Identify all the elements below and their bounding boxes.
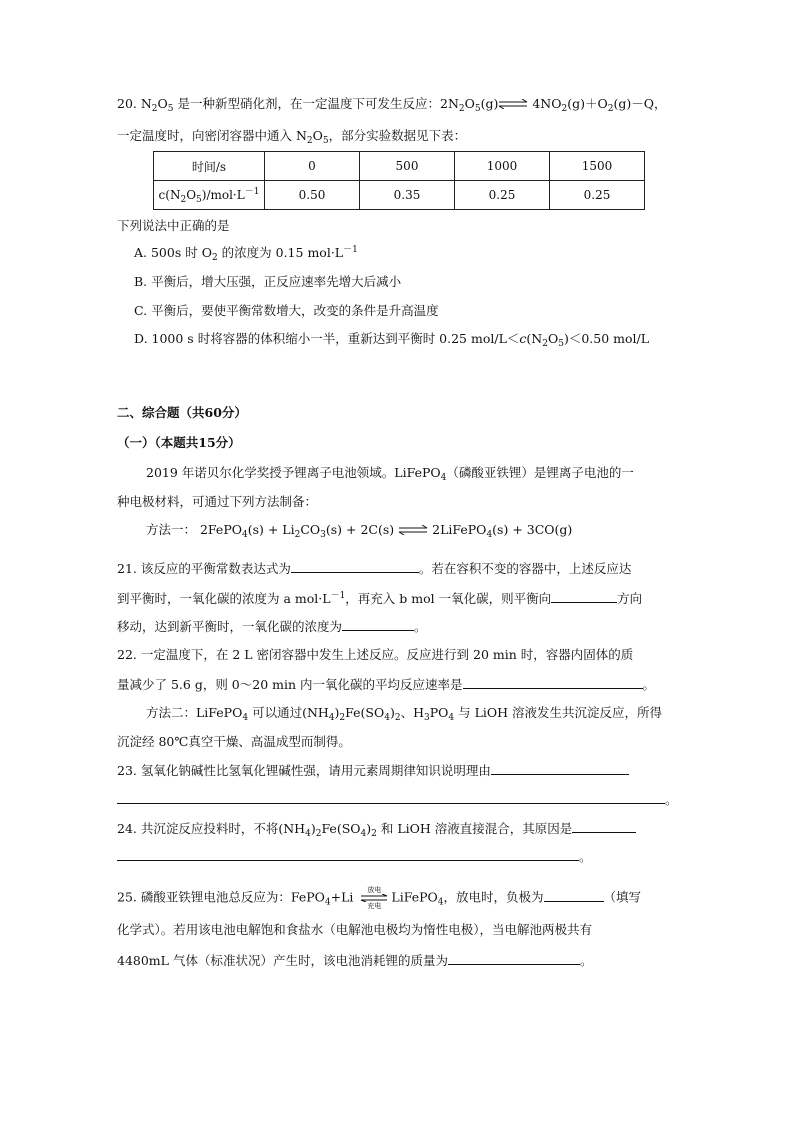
answer-blank[interactable] bbox=[342, 618, 414, 631]
q23-line2: 。 bbox=[117, 791, 678, 808]
q22-line1: 22. 一定温度下，在 2 L 密闭容器中发生上述反应。反应进行到 20 min 时，容器内固体的质 bbox=[117, 647, 634, 662]
method1-equation: 方法一： 2FePO$_4$(s) + $Li_2CO_3(s) + 2C(s)$ 2LiFePO$_4$(s) + 3CO(g) bbox=[146, 522, 573, 540]
q24-line2: 。 bbox=[117, 848, 592, 865]
method2-line2: 沉淀经 80℃真空干燥、高温成型而制得。 bbox=[117, 734, 351, 749]
data-table bbox=[153, 151, 645, 210]
q24-line1: 24. 共沉淀反应投料时，不将$(NH_4)_2Fe(SO_4)_2$ 和 LiOH 溶液直接混合，其原因是 bbox=[117, 820, 636, 837]
q21-line1: 21. 该反应的平衡常数表达式为 。若在容积不变的容器中，上述反应达 bbox=[117, 561, 632, 576]
q25-line1: 25. 磷酸亚铁锂电池总反应为：FePO$_4$+Li 放电 充电 LiFePO$_4$，放电时，负极为 （填写 bbox=[117, 886, 642, 910]
q20-option-d[interactable]: D. 1000 s 时将容器的体积缩小一半，重新达到平衡时 0.25 mol/$L<c(N_2O_5)<0.50$ mol/L bbox=[134, 331, 650, 349]
answer-blank[interactable] bbox=[463, 676, 643, 689]
table-cell: 0.35 bbox=[360, 181, 455, 210]
table-header-cell: 500 bbox=[360, 152, 455, 181]
q22-line2: 量减少了 5.6 g，则 0～20 min 内一氧化碳的平均反应速率是 。 bbox=[117, 677, 656, 692]
table-row-label: $c(N_2O_5)/mol\cdot L^{-1}$ bbox=[154, 181, 265, 210]
q20-option-a[interactable]: A. 500s 时 $O_2$ 的浓度为 0.15 $mol\cdot L^{-1}$ bbox=[134, 245, 358, 263]
intro-line1: 2019 年诺贝尔化学奖授予锂离子电池领域。LiFePO$_4$（磷酸亚铁锂）是锂离子电池的一 bbox=[146, 465, 634, 483]
table-cell: 0.50 bbox=[265, 181, 360, 210]
table-header-cell: 1000 bbox=[455, 152, 550, 181]
table-header-cell: 1500 bbox=[550, 152, 645, 181]
q20-stem-line2: 一定温度时，向密闭容器中通入 $N_2O_5$，部分实验数据见下表： bbox=[117, 128, 467, 146]
q20-stem-line1: 20. $N_2O_5$ 是一种新型硝化剂，在一定温度下可发生反应：$2N_2O_5(g)$ $4NO_2(g)+O_2(g)-Q$， bbox=[117, 96, 667, 114]
answer-blank[interactable] bbox=[551, 590, 617, 603]
table-cell: 0.25 bbox=[455, 181, 550, 210]
q21-line2: 到平衡时，一氧化碳的浓度为 a $mol\cdot L^{-1}$，再充入 b mol 一氧化碳，则平衡向 方向 bbox=[117, 591, 643, 606]
answer-blank[interactable] bbox=[572, 820, 636, 833]
reversible-arrow-icon bbox=[398, 523, 428, 539]
table-header-cell: 0 bbox=[265, 152, 360, 181]
q20-prompt: 下列说法中正确的是 bbox=[117, 218, 230, 233]
q23-line1: 23. 氢氧化钠碱性比氢氧化锂碱性强，请用元素周期律知识说明理由 bbox=[117, 762, 629, 779]
table-header-cell: 时间/s bbox=[154, 152, 265, 181]
q20-option-b[interactable]: B. 平衡后，增大压强，正反应速率先增大后减小 bbox=[134, 274, 402, 289]
answer-blank[interactable] bbox=[117, 848, 579, 861]
intro-line2: 种电极材料，可通过下列方法制备： bbox=[117, 494, 318, 509]
q25-line2: 化学式）。若用该电池电解饱和食盐水（电解池电极均为惰性电极），当电解池两极共有 bbox=[117, 922, 593, 937]
section-title: 二、综合题（共60分） bbox=[117, 405, 247, 420]
table-row bbox=[154, 181, 645, 210]
answer-blank[interactable] bbox=[544, 889, 604, 902]
answer-blank[interactable] bbox=[117, 791, 665, 804]
reversible-arrow-icon bbox=[498, 97, 528, 113]
answer-blank[interactable] bbox=[448, 952, 580, 965]
q21-line3: 移动，达到新平衡时，一氧化碳的浓度为 。 bbox=[117, 619, 427, 634]
subsection-title: （一）（本题共15分） bbox=[117, 435, 241, 450]
table-cell: 0.25 bbox=[550, 181, 645, 210]
answer-blank[interactable] bbox=[491, 762, 629, 775]
charge-discharge-arrow-icon: 放电 充电 bbox=[360, 886, 388, 910]
q20-option-c[interactable]: C. 平衡后，要使平衡常数增大，改变的条件是升高温度 bbox=[134, 303, 439, 318]
table-header-row bbox=[154, 152, 645, 181]
answer-blank[interactable] bbox=[291, 560, 419, 573]
method2-line1: 方法二：LiFePO$_4$ 可以通过$(NH_4)_2Fe(SO_4)_2$、$H_3PO_4$ 与 LiOH 溶液发生共沉淀反应，所得 bbox=[146, 705, 663, 723]
q25-line3: 4480mL 气体（标准状况）产生时，该电池消耗锂的质量为 。 bbox=[117, 953, 593, 968]
